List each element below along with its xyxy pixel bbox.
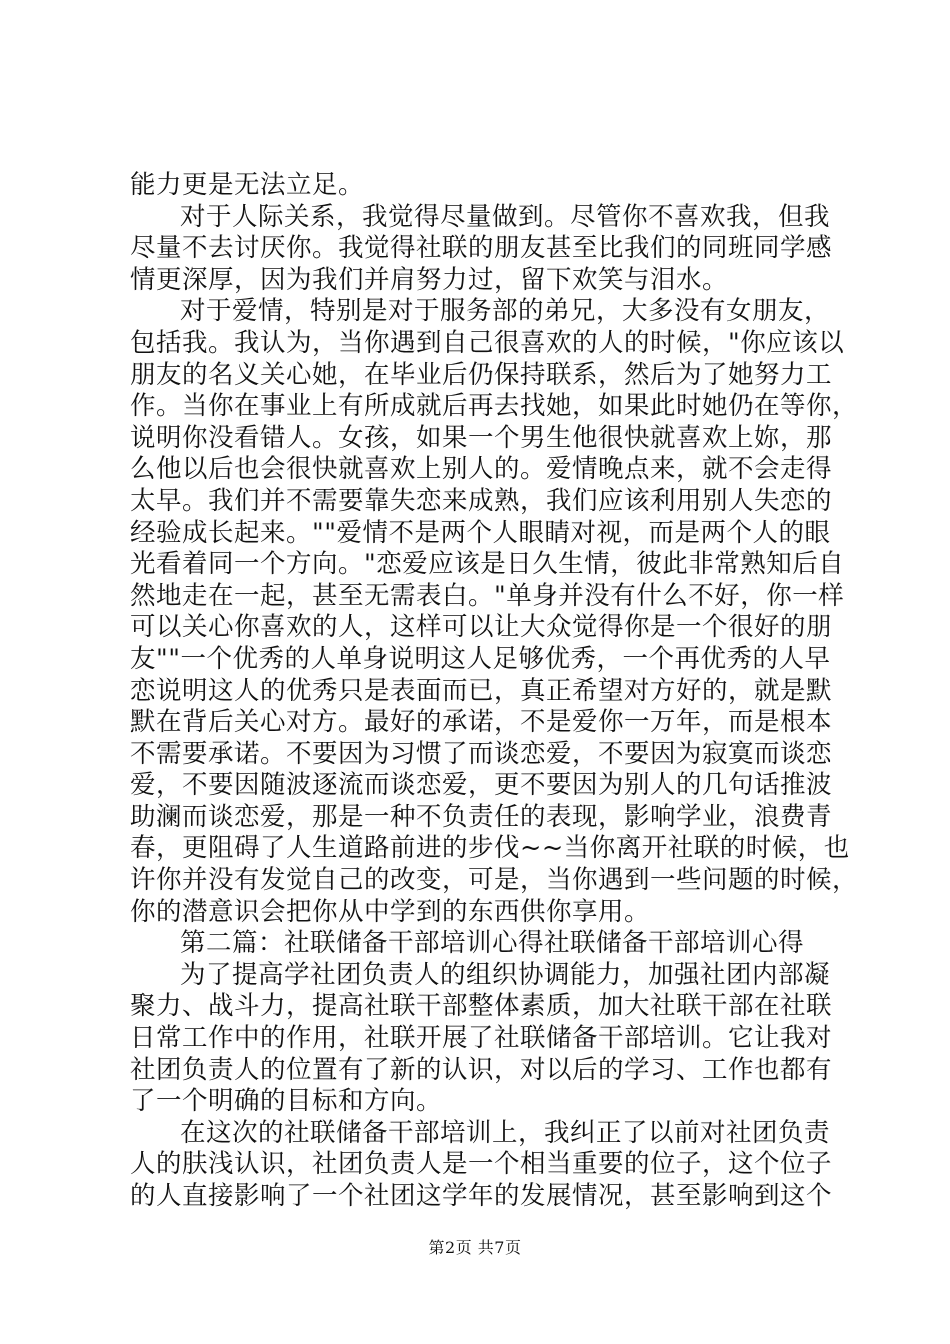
text-line: 作。当你在事业上有所成就后再去找她，如果此时她仍在等你， xyxy=(130,391,859,422)
text-line: 爱，不要因随波逐流而谈恋爱，更不要因为别人的几句话推波 xyxy=(130,770,833,801)
text-line: 社团负责人的位置有了新的认识，对以后的学习、工作也都有 xyxy=(130,1054,833,1085)
text-line: 你的潜意识会把你从中学到的东西供你享用。 xyxy=(130,896,651,927)
text-line: 情更深厚，因为我们并肩努力过，留下欢笑与泪水。 xyxy=(130,264,729,295)
text-line: 许你并没有发觉自己的改变，可是，当你遇到一些问题的时候， xyxy=(130,865,859,896)
text-line: 说明你没看错人。女孩，如果一个男生他很快就喜欢上妳，那 xyxy=(130,422,833,453)
text-line: 对于爱情，特别是对于服务部的弟兄，大多没有女朋友， xyxy=(180,296,831,327)
text-line: 光看着同一个方向。"恋爱应该是日久生情，彼此非常熟知后自 xyxy=(130,549,845,580)
text-line: 助澜而谈恋爱，那是一种不负责任的表现，影响学业，浪费青 xyxy=(130,801,833,832)
text-line: 能力更是无法立足。 xyxy=(130,170,365,200)
text-line: 么他以后也会很快就喜欢上别人的。爱情晚点来，就不会走得 xyxy=(130,454,833,485)
text-line: 的人直接影响了一个社团这学年的发展情况，甚至影响到这个 xyxy=(130,1181,833,1211)
text-line: 对于人际关系，我觉得尽量做到。尽管你不喜欢我，但我 xyxy=(180,201,831,232)
text-line: 尽量不去讨厌你。我觉得社联的朋友甚至比我们的同班同学感 xyxy=(130,233,833,264)
text-line: 不需要承诺。不要因为习惯了而谈恋爱，不要因为寂寞而谈恋 xyxy=(130,738,833,769)
text-line: 人的肤浅认识，社团负责人是一个相当重要的位子，这个位子 xyxy=(130,1149,833,1180)
page-number-footer: 第2页 共7页 xyxy=(428,1238,522,1257)
text-line: 然地走在一起，甚至无需表白。"单身并没有什么不好，你一样 xyxy=(130,580,845,611)
text-line: 日常工作中的作用，社联开展了社联储备干部培训。它让我对 xyxy=(130,1023,833,1054)
text-line: 包括我。我认为，当你遇到自己很喜欢的人的时候，"你应该以 xyxy=(130,327,845,358)
text-line: 朋友的名义关心她，在毕业后仍保持联系，然后为了她努力工 xyxy=(130,359,833,390)
text-line: 默在背后关心对方。最好的承诺，不是爱你一万年，而是根本 xyxy=(130,707,833,738)
document-body xyxy=(130,170,859,1213)
text-line: 可以关心你喜欢的人，这样可以让大众觉得你是一个很好的朋 xyxy=(130,612,833,643)
text-line: 恋说明这人的优秀只是表面而已，真正希望对方好的，就是默 xyxy=(130,675,833,706)
section-heading: 第二篇：社联储备干部培训心得社联储备干部培训心得 xyxy=(180,928,805,959)
text-line: 太早。我们并不需要靠失恋来成熟，我们应该利用别人失恋的 xyxy=(130,485,833,516)
text-line: 在这次的社联储备干部培训上，我纠正了以前对社团负责 xyxy=(180,1117,831,1148)
text-line: 聚力、战斗力，提高社联干部整体素质，加大社联干部在社联 xyxy=(130,991,833,1022)
text-line: 春，更阻碍了人生道路前进的步伐~~当你离开社联的时候，也 xyxy=(130,833,850,864)
text-line: 了一个明确的目标和方向。 xyxy=(130,1086,443,1117)
text-line: 为了提高学社团负责人的组织协调能力，加强社团内部凝 xyxy=(180,959,831,990)
text-line: 友""一个优秀的人单身说明这人足够优秀，一个再优秀的人早 xyxy=(130,643,831,674)
text-line: 经验成长起来。""爱情不是两个人眼睛对视，而是两个人的眼 xyxy=(130,517,831,548)
